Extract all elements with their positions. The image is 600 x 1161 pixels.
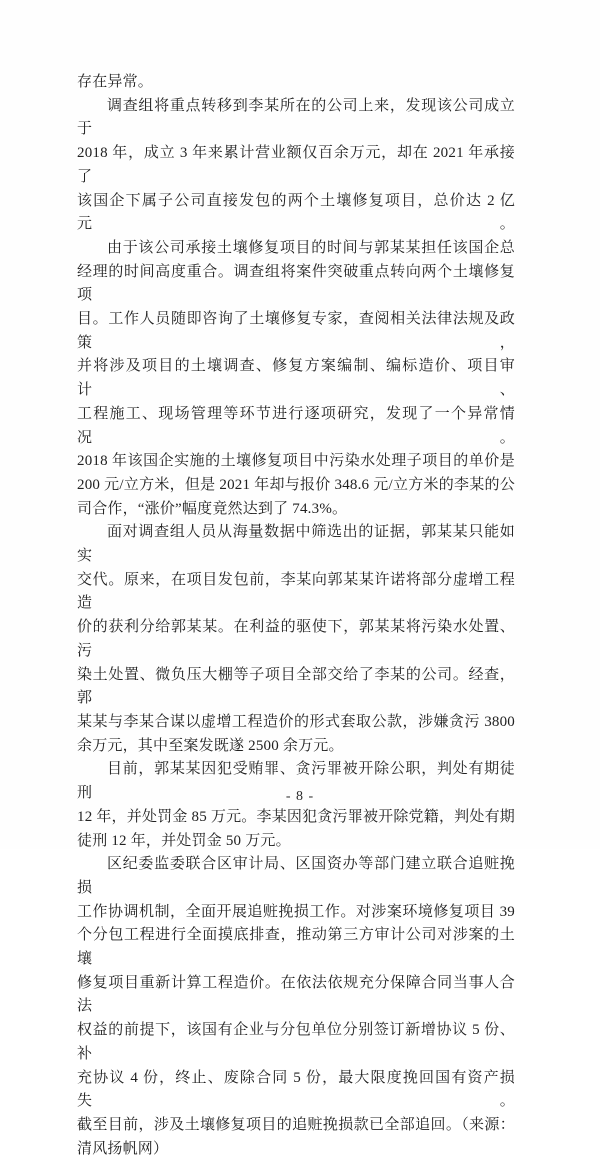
text-line: 2018 年该国企实施的土壤修复项目中污染水处理子项目的单价是 (77, 453, 515, 470)
text-line: 染土处置、微负压大棚等子项目全部交给了李某的公司。经查，郭 (77, 666, 515, 707)
text-line: 200 元/立方米，但是 2021 年却与报价 348.6 元/立方米的李某的公 (77, 476, 515, 493)
text-line: 目前，郭某某因犯受贿罪、贪污罪被开除公职，判处有期徒刑 (77, 761, 515, 802)
text-line: 存在异常。 (77, 74, 154, 90)
text-line: 12 年，并处罚金 85 万元。李某因犯贪污罪被开除党籍，判处有期 (77, 808, 515, 825)
text-line: 由于该公司承接土壤修复项目的时间与郭某某担任该国企总 (107, 239, 515, 256)
text-line: 余万元，其中至案发既遂 2500 余万元。 (77, 737, 344, 754)
text-line: 调查组将重点转移到李某所在的公司上来，发现该公司成立于 (77, 97, 515, 138)
text-line: 充协议 4 份，终止、废除合同 5 份，最大限度挽回国有资产损失。 (77, 1069, 515, 1110)
document-body-text (77, 71, 515, 1161)
text-line: 工作协调机制，全面开展追赃挽损工作。对涉案环境修复项目 39 (77, 903, 515, 920)
text-line: 经理的时间高度重合。调查组将案件突破重点转向两个土壤修复项 (77, 263, 515, 304)
text-line: 价的获利分给郭某某。在利益的驱使下，郭某某将污染水处置、污 (77, 619, 515, 659)
page-number: - 8 - (285, 789, 315, 804)
text-line: 权益的前提下，该国有企业与分包单位分别签订新增协议 5 份、补 (77, 1022, 515, 1062)
text-line: 徒刑 12 年，并处罚金 50 万元。 (77, 832, 291, 849)
text-line: 截至目前，涉及土壤修复项目的追赃挽损款已全部追回。（来源： (77, 1116, 515, 1133)
text-line: 修复项目重新计算工程造价。在依法依规充分保障合同当事人合法 (77, 974, 515, 1015)
text-line: 该国企下属子公司直接发包的两个土壤修复项目，总价达 2 亿元。 (77, 192, 515, 233)
text-line: 并将涉及项目的土壤调查、修复方案编制、编标造价、项目审计、 (77, 358, 515, 399)
text-line: 目。工作人员随即咨询了土壤修复专家，查阅相关法律法规及政策， (77, 311, 515, 351)
text-line: 交代。原来，在项目发包前，李某向郭某某许诺将部分虚增工程造 (77, 571, 515, 612)
text-line: 2018 年，成立 3 年来累计营业额仅百余万元，却在 2021 年承接了 (77, 145, 515, 185)
text-line: 工程施工、现场管理等环节进行逐项研究，发现了一个异常情况。 (77, 405, 515, 446)
text-line: 某某与李某合谋以虚增工程造价的形式套取公款，涉嫌贪污 3800 (77, 713, 515, 730)
text-line: 面对调查组人员从海量数据中筛选出的证据，郭某某只能如实 (77, 524, 515, 565)
text-line: 区纪委监委联合区审计局、区国资办等部门建立联合追赃挽损 (77, 856, 515, 896)
text-line: 清风扬帆网） (77, 1140, 169, 1157)
text-line: 个分包工程进行全面摸底排查，推动第三方审计公司对涉案的土壤 (77, 927, 515, 968)
text-line: 司合作，“涨价”幅度竟然达到了 74.3%。 (77, 500, 348, 517)
